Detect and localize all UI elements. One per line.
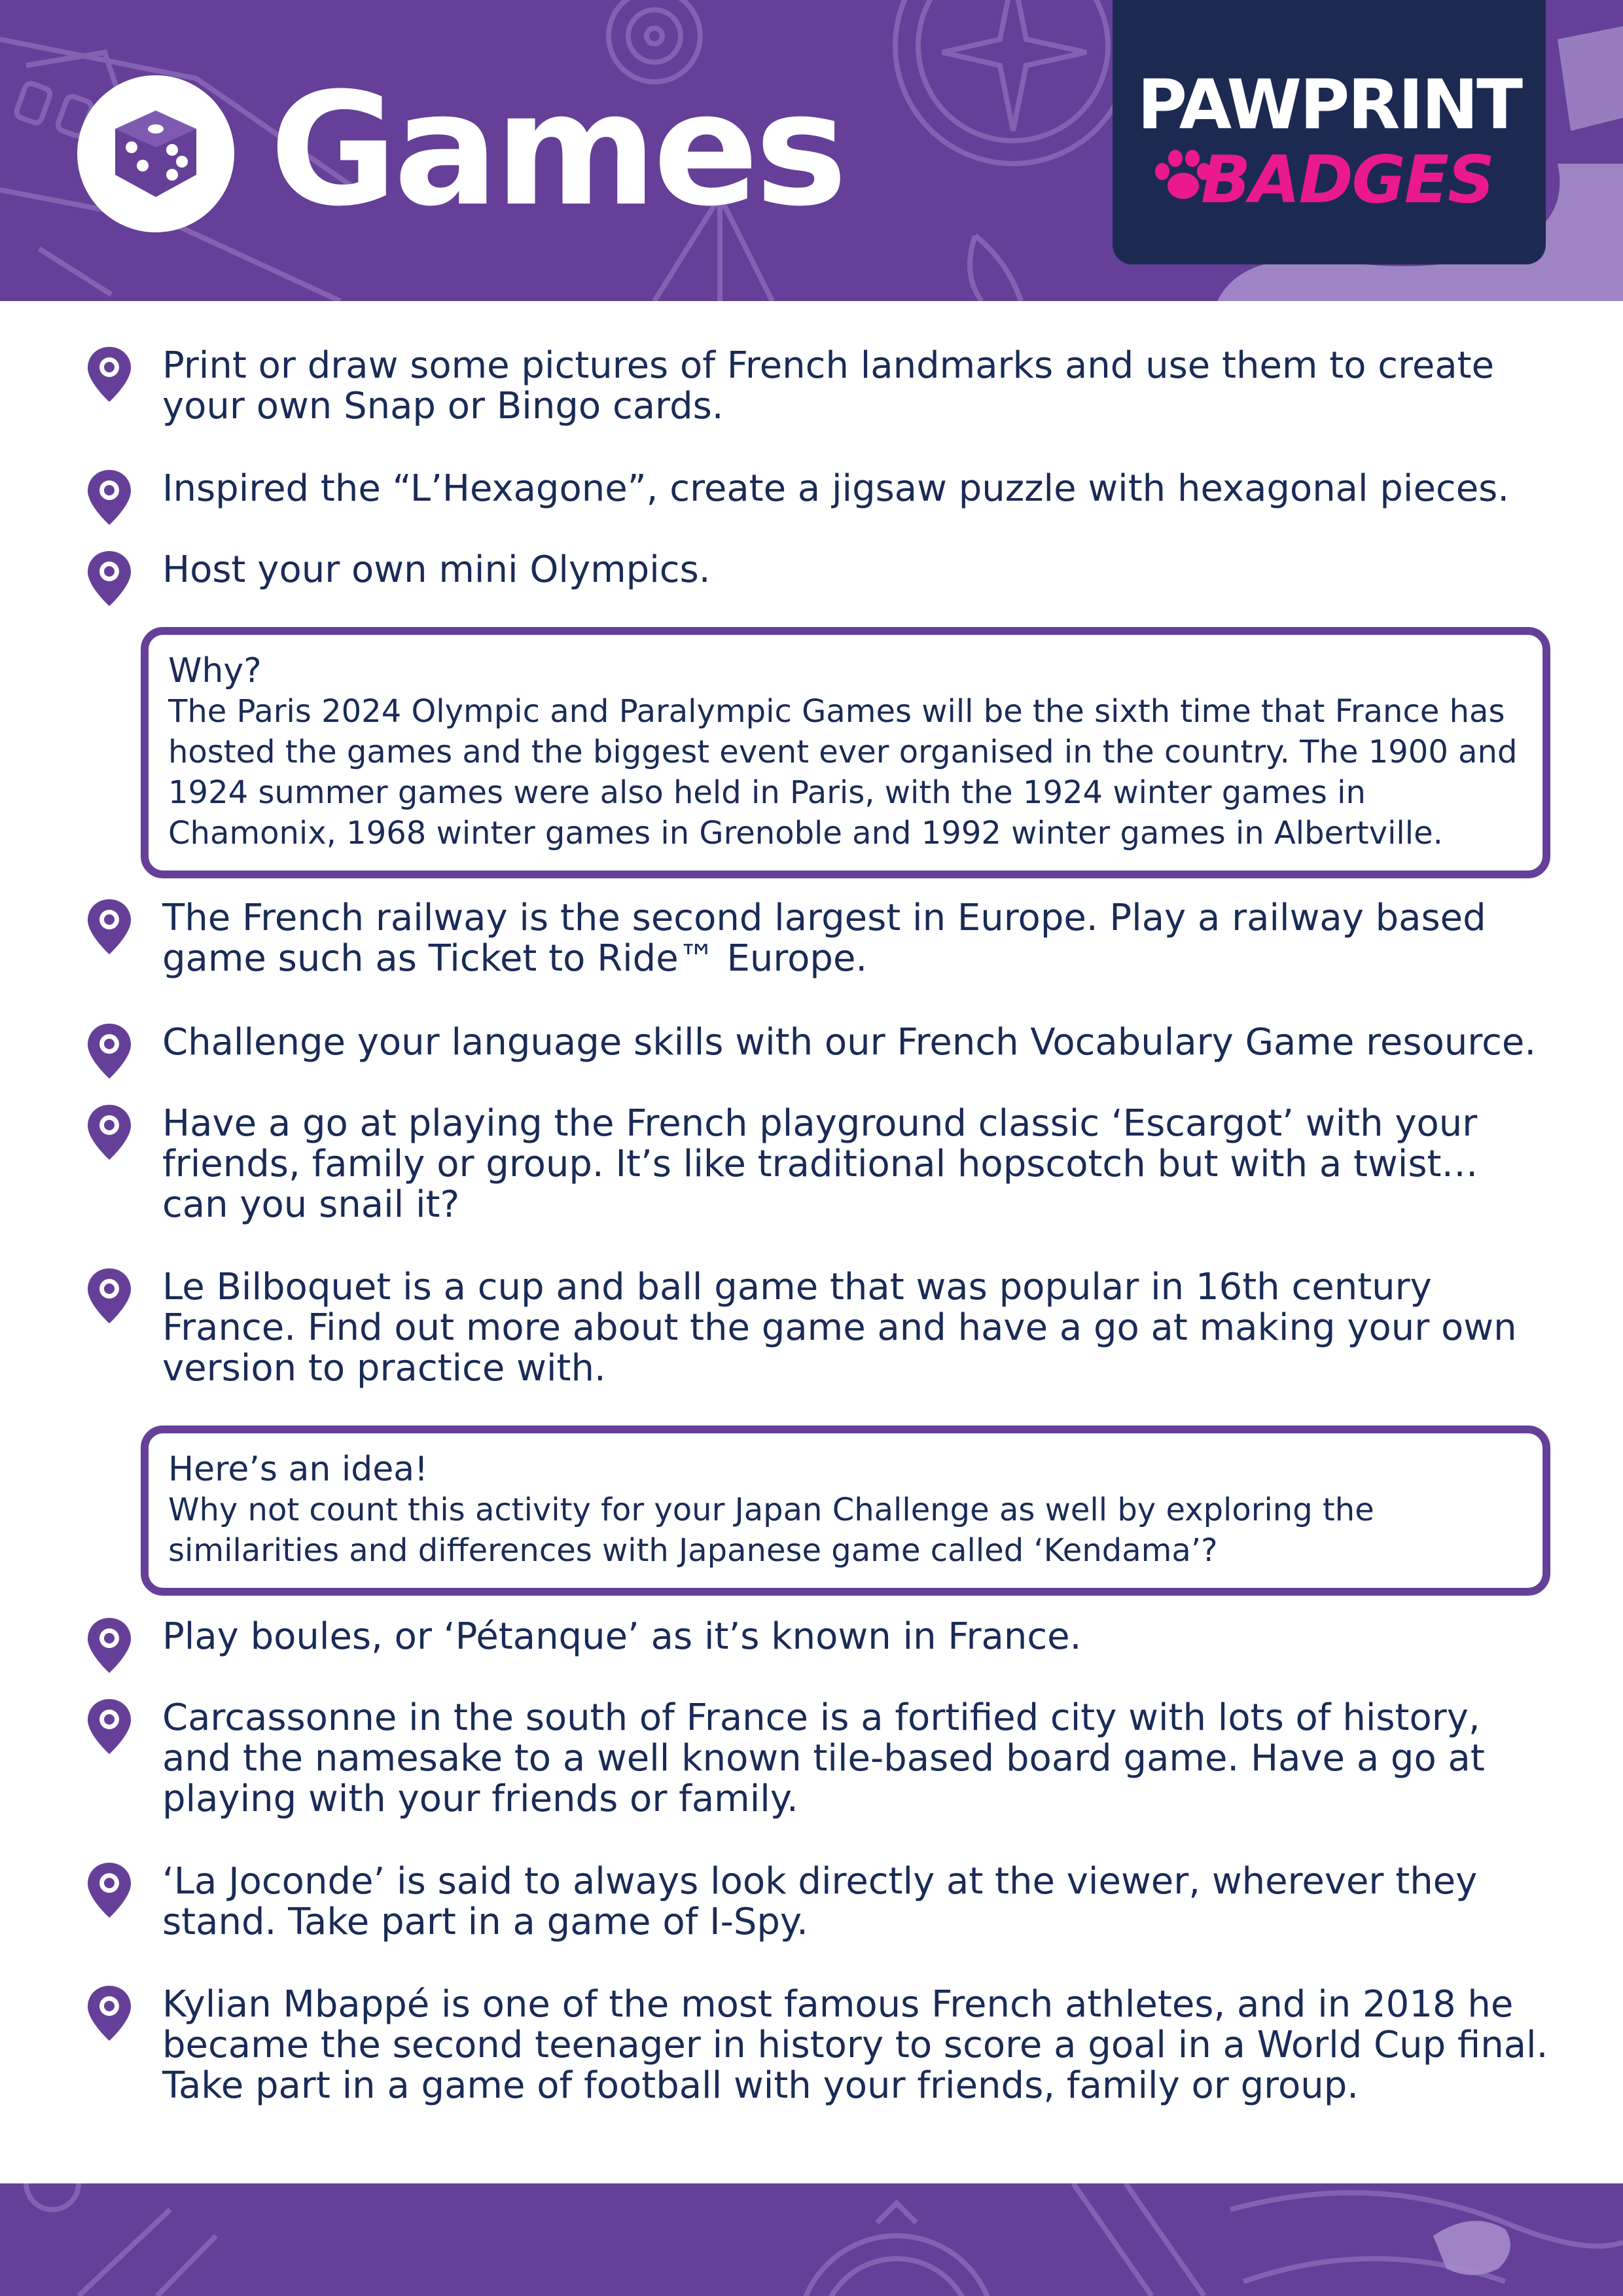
pawprint-badges-logo xyxy=(1113,0,1546,264)
box-title: Why? xyxy=(168,651,262,691)
item-text: Print or draw some pictures of French landmarks and use them to create your own Snap or Bingo cards. xyxy=(162,344,1495,427)
item-text: Host your own mini Olympics. xyxy=(162,548,711,591)
location-pin-icon xyxy=(86,550,132,607)
item-text: Have a go at playing the French playground classic ‘Escargot’ with your friends, family or group. It’s like traditional hopscotch but with a twist… can you snail it? xyxy=(162,1102,1478,1226)
item-text: The French railway is the second largest in Europe. Play a railway based game such as Ticket to Ride™ Europe. xyxy=(162,897,1486,980)
logo-line-1: PAWPRINT xyxy=(1137,65,1522,145)
location-pin-icon xyxy=(86,346,132,403)
location-pin-icon xyxy=(86,1861,132,1919)
page-title: Games xyxy=(270,60,844,241)
item-text: Inspired the “L’Hexagone”, create a jigsaw puzzle with hexagonal pieces. xyxy=(162,467,1510,510)
location-pin-icon xyxy=(86,1984,132,2042)
dice-icon xyxy=(109,107,203,201)
box-text: The Paris 2024 Olympic and Paralympic Games will be the sixth time that France has hosted the games and the biggest event ever organised in the country. The 1900 and 1924 summer games were also held in Paris, with the 1924 winter games in Chamonix, 1968 winter games in Grenoble and 1992 winter games in Albertville. xyxy=(168,693,1518,852)
dice-icon-circle xyxy=(77,75,234,232)
decorative-travel-doodles xyxy=(0,2183,1623,2296)
location-pin-icon xyxy=(86,1698,132,1755)
item-text: Kylian Mbappé is one of the most famous French athletes, and in 2018 he became the second teenager in history to score a goal in a World Cup final. Take part in a game of football with your friends, family or group. xyxy=(162,1983,1548,2107)
item-text: Le Bilboquet is a cup and ball game that was popular in 16th century France. Find out more about the game and have a go at making your own version to practice with. xyxy=(162,1266,1517,1390)
idea-info-box xyxy=(141,1426,1550,1596)
item-text: Carcassonne in the south of France is a fortified city with lots of history, and the namesake to a well known tile-based board game. Have a go at playing with your friends or family. xyxy=(162,1696,1485,1820)
location-pin-icon xyxy=(86,898,132,956)
footer-banner xyxy=(0,2183,1623,2296)
item-text: Challenge your language skills with our French Vocabulary Game resource. xyxy=(162,1021,1537,1064)
logo-line-2: BADGES xyxy=(1201,141,1494,218)
box-title: Here’s an idea! xyxy=(168,1450,428,1489)
why-info-box xyxy=(141,627,1550,878)
location-pin-icon xyxy=(86,1022,132,1080)
location-pin-icon xyxy=(86,1267,132,1325)
location-pin-icon xyxy=(86,1617,132,1674)
item-text: Play boules, or ‘Pétanque’ as it’s known in France. xyxy=(162,1615,1082,1658)
location-pin-icon xyxy=(86,469,132,526)
item-text: ‘La Joconde’ is said to always look directly at the viewer, wherever they stand. Take part in a game of I-Spy. xyxy=(162,1860,1478,1943)
location-pin-icon xyxy=(86,1103,132,1161)
box-text: Why not count this activity for your Japan Challenge as well by exploring the similarities and differences with Japanese game called ‘Kendama’? xyxy=(168,1492,1374,1569)
header-banner xyxy=(0,0,1623,301)
